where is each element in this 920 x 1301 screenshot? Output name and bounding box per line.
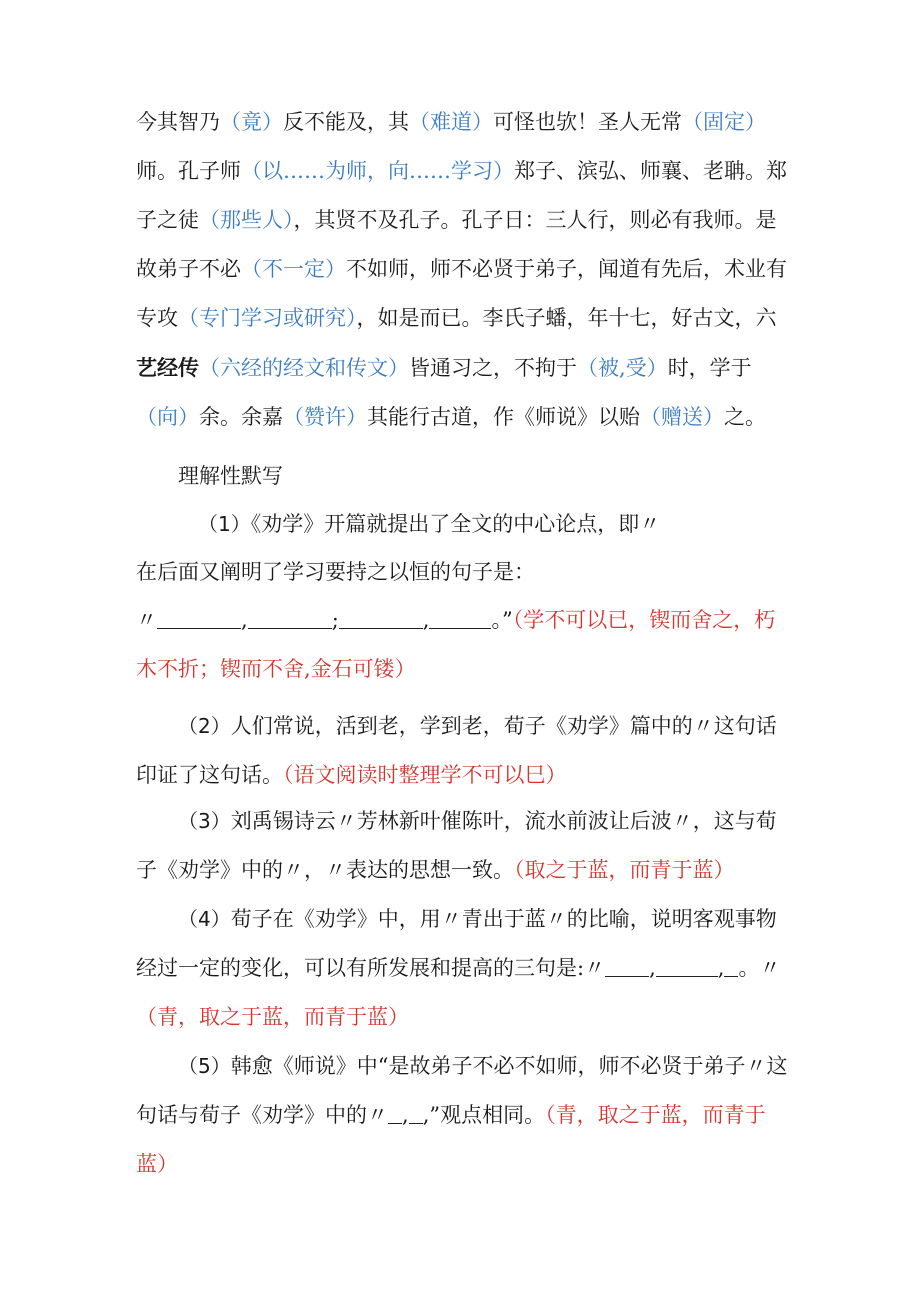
annotation: （赠送） bbox=[640, 405, 724, 429]
question-1-text: 《劝学》开篇就提出了全文的中心论点，即〃 bbox=[250, 512, 661, 536]
annotation: （难道） bbox=[409, 110, 493, 134]
question-4-number: （4） bbox=[178, 907, 231, 931]
text-segment: 反不能及，其 bbox=[283, 110, 409, 134]
question-3-text: 刘禹锡诗云〃芳林新叶催陈叶，流水前波让后波〃，这与荀子《劝学》中的〃，〃表达的思想一致。 bbox=[136, 809, 777, 882]
punct: , bbox=[717, 956, 725, 980]
text-segment: 可怪也欤！圣人无常 bbox=[493, 110, 682, 134]
question-2-number: （2） bbox=[178, 714, 231, 738]
annotation: （六经的经文和传文） bbox=[199, 356, 409, 380]
annotation: （固定） bbox=[682, 110, 766, 134]
text-segment: 之。 bbox=[724, 405, 766, 429]
blank-1[interactable] bbox=[605, 952, 649, 977]
emphasized-term: 艺经传 bbox=[136, 355, 199, 380]
text-segment: 不如师，师不必贤于弟子，闻道有先后，术业有专攻 bbox=[136, 257, 787, 330]
punct: , bbox=[402, 1103, 409, 1127]
quote-close: 〃 bbox=[759, 956, 781, 980]
punct: , bbox=[422, 608, 430, 632]
blank-1[interactable] bbox=[388, 1099, 402, 1124]
blank-3[interactable] bbox=[339, 604, 423, 629]
question-5-text-after: ”观点相同。 bbox=[429, 1103, 546, 1127]
annotation: （那些人） bbox=[199, 208, 294, 232]
punct: , bbox=[241, 608, 248, 632]
punct: , bbox=[422, 1103, 430, 1127]
question-1-answer-area bbox=[136, 596, 796, 694]
annotation: （被,受） bbox=[577, 356, 668, 380]
punct: 。 bbox=[491, 608, 502, 632]
text-segment: 郑子、滨弘、师襄、老聃。郑子之徒 bbox=[136, 159, 787, 232]
quote-open: 〃 bbox=[136, 608, 157, 632]
text-segment: 其能行古道，作《师说》以贻 bbox=[367, 405, 640, 429]
blank-3[interactable] bbox=[724, 952, 738, 977]
question-1-number: （1） bbox=[198, 512, 251, 536]
blank-2[interactable] bbox=[656, 952, 718, 977]
text-segment: 皆通习之，不拘于 bbox=[409, 356, 577, 380]
question-5 bbox=[136, 1042, 796, 1189]
text-segment: ，如是而已。李氏子蟠，年十七，好古文，六 bbox=[356, 306, 777, 330]
question-2-answer: （语文阅读时整理学不可以巳） bbox=[283, 763, 567, 787]
annotation: （向） bbox=[136, 405, 199, 429]
punct: 。 bbox=[738, 956, 760, 980]
annotation: （竟） bbox=[220, 110, 283, 134]
text-segment: 时，学于 bbox=[667, 356, 752, 380]
question-2-text: 人们常说，活到老，学到老，荀子《劝学》篇中的〃这句话印证了这句话。 bbox=[136, 714, 777, 787]
question-5-number: （5） bbox=[178, 1054, 231, 1078]
punct: , bbox=[649, 956, 656, 980]
annotation: （赞许） bbox=[283, 405, 367, 429]
question-1 bbox=[136, 500, 796, 550]
question-5-answer: （青，取之于蓝，而青于蓝） bbox=[136, 1103, 766, 1176]
blank-2[interactable] bbox=[409, 1099, 423, 1124]
question-3 bbox=[136, 797, 796, 895]
annotation: （专门学习或研究） bbox=[178, 306, 357, 330]
text-segment: 余。余嘉 bbox=[199, 405, 283, 429]
question-3-answer: （取之于蓝，而青于蓝） bbox=[514, 858, 735, 882]
text-segment: 今其智乃 bbox=[136, 110, 220, 134]
question-2 bbox=[136, 702, 796, 800]
text-segment: ，其贤不及孔子。孔子日：三人行，则必有我师。是故弟子不必 bbox=[136, 208, 777, 281]
text-segment: 师。孔子师 bbox=[136, 159, 241, 183]
question-3-number: （3） bbox=[178, 809, 231, 833]
question-4-answer: （青，取之于蓝，而青于蓝） bbox=[136, 1005, 409, 1029]
classical-text-paragraph bbox=[136, 98, 796, 442]
punct: ; bbox=[331, 608, 339, 632]
question-1-answer: （学不可以已，锲而舍之，朽木不折；锲而不舍,金石可镂） bbox=[136, 608, 776, 681]
section-title: 理解性默写 bbox=[178, 464, 283, 488]
annotation: （不一定） bbox=[241, 257, 346, 281]
annotation: （以……为师，向……学习） bbox=[241, 159, 514, 183]
blank-1[interactable] bbox=[157, 604, 241, 629]
question-4-text: 荀子在《劝学》中，用〃青出于蓝〃的比喻，说明客观事物经过一定的变化，可以有所发展和提高的三句是:〃 bbox=[136, 907, 777, 980]
question-5-text: 韩愈《师说》中“是故弟子不必不如师，师不必贤于弟子〃这句话与荀子《劝学》中的〃 bbox=[136, 1054, 788, 1127]
question-1-line-2: 在后面又阐明了学习要持之以恒的句子是： bbox=[136, 560, 535, 584]
quote-close: ” bbox=[501, 608, 513, 632]
blank-4[interactable] bbox=[429, 604, 491, 629]
question-4 bbox=[136, 895, 796, 1042]
blank-2[interactable] bbox=[248, 604, 332, 629]
